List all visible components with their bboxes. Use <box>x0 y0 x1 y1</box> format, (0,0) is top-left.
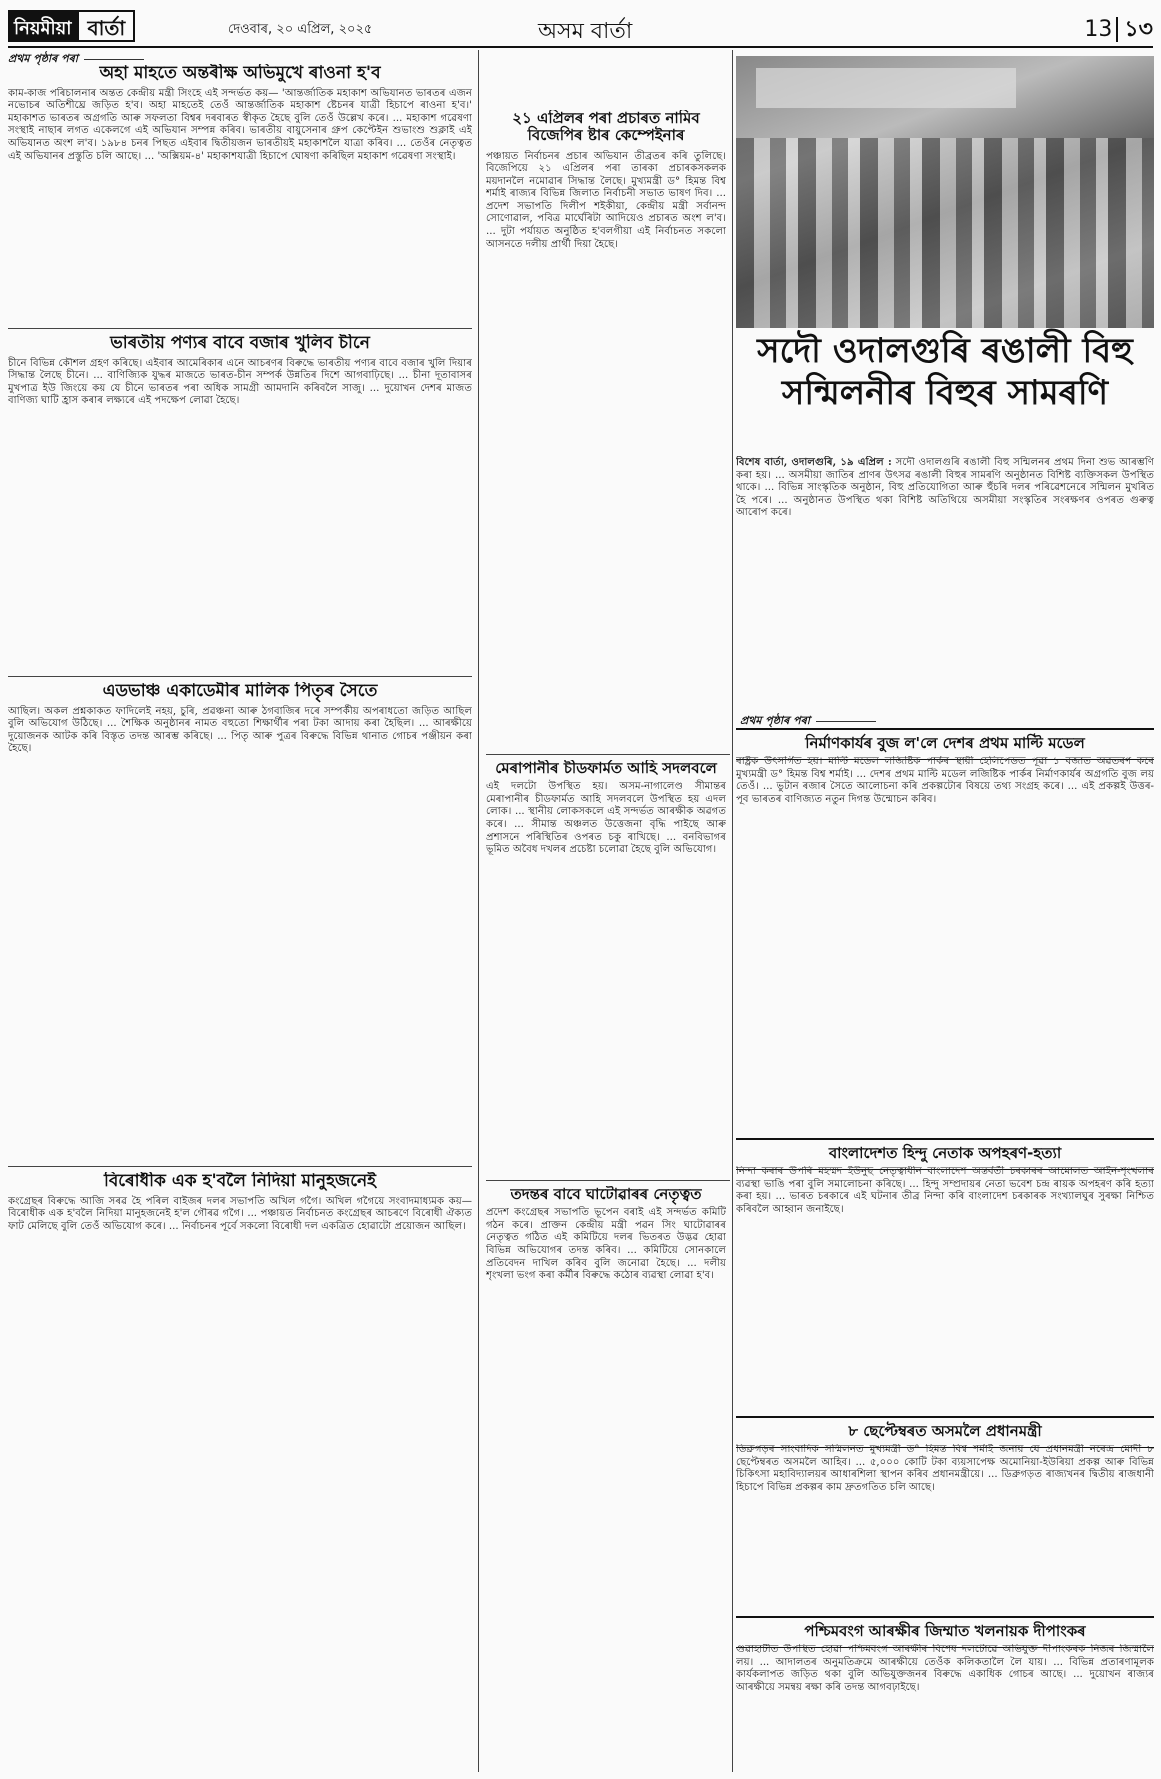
divider <box>486 1180 730 1181</box>
article-opposition <box>8 1172 472 1772</box>
body-bangladesh: নিন্দা কৰাৰ উপৰি মহম্মদ ইউনুছ নেতৃত্বাধীন বাংলাদেশ অন্তৰ্বৰ্তী চৰকাৰৰ আমোলত আইন-শৃংখলাৰ ব্যৱস্থা ভাঙি পৰা বুলি সমালোচনা কৰিছে। ... হিন্দু সম্প্ৰদায়ৰ নেতা ভবেশ চন্দ্ৰ ৰায়ক অপহৰণ কৰি হত্যা কৰা হয়। ... ভাৰত চৰকাৰে এই ঘটনাৰ তীব্ৰ নিন্দা কৰি বাংলাদেশ চৰকাৰক সংখ্যালঘুৰ সুৰক্ষা নিশ্চিত কৰিবলৈ আহ্বান জনাইছে। <box>736 1166 1154 1215</box>
headline-ghatowar: তদন্তৰ বাবে ঘাটোৱাৰৰ নেতৃত্বত <box>510 1186 702 1203</box>
logo-part-1: নিয়মীয়া <box>8 10 77 42</box>
page-number-latin: 13 <box>1084 17 1113 42</box>
newspaper-logo <box>8 10 135 42</box>
article-academy <box>8 682 472 1162</box>
headline-rongali: সদৌ ওদালগুৰি ৰঙালী বিহু সন্মিলনীৰ বিহুৰ সামৰণি <box>757 331 1133 413</box>
page-number-assamese: ১৩ <box>1116 17 1153 42</box>
headline-academy: এডভাঞ্চ একাডেমীৰ মালিক পিতৃৰ সৈতে <box>102 682 378 701</box>
article-rongali <box>736 456 1154 706</box>
continued-label-right: প্ৰথম পৃষ্ঠাৰ পৰা <box>740 712 876 731</box>
article-bangladesh <box>736 1166 1154 1412</box>
article-seed <box>486 760 726 1180</box>
bihu-event-photo <box>736 56 1154 328</box>
headline-model: নিৰ্মাণকাৰ্যৰ বুজ ল'লে দেশৰ প্ৰথম মাল্টি মডেল <box>736 728 1154 760</box>
continued-label: প্ৰথম পৃষ্ঠাৰ পৰা <box>8 50 144 69</box>
body-bengal: গুৱাহাটীত উপস্থিত হোৱা পশ্চিমবংগ আৰক্ষীৰ বিশেষ দলটোৱে অভিযুক্ত দীপাংকৰক নিজৰ জিম্মালৈ লয়। ... আদালতৰ অনুমতিক্ৰমে আৰক্ষীয়ে তেওঁক কলিকতালৈ লৈ যায়। ... বিভিন্ন প্ৰতাৰণামূলক কাৰ্যকলাপত জড়িত থকা বুলি অভিযুক্তজনৰ বিৰুদ্ধে একাধিক গোচৰ আছে। ... দুয়োখন ৰাজ্যৰ আৰক্ষীয়ে সমন্বয় ৰক্ষা কৰি তদন্ত আগবঢ়াইছে। <box>736 1644 1154 1693</box>
body-seed: এই দলটো উপস্থিত হয়। অসম-নাগালেণ্ড সীমান্তৰ মেৰাপানীৰ চীডফাৰ্মত আহি সদলবলে উপস্থিত হয় এদল লোক। ... স্থানীয় লোকসকলে এই সন্দৰ্ভত আৰক্ষীক অৱগত কৰে। ... সীমান্ত অঞ্চলত উত্তেজনা বৃদ্ধি পাইছে আৰু প্ৰশাসনে পৰিস্থিতিৰ ওপৰত চকু ৰাখিছে। ... বনবিভাগৰ ভূমিত অবৈধ দখলৰ প্ৰচেষ্টা চলোৱা হৈছে বুলি অভিযোগ। <box>486 781 726 856</box>
body-ghatowar: প্ৰদেশ কংগ্ৰেছৰ সভাপতি ভূপেন বৰাই এই সন্দৰ্ভত কমিটি গঠন কৰে। প্ৰাক্তন কেন্দ্ৰীয় মন্ত্ৰী পৱন সিং ঘাটোৱাৰৰ নেতৃত্বত গঠিত এই কমিটিয়ে দলৰ ভিতৰত উদ্ভৱ হোৱা বিভিন্ন অভিযোগৰ তদন্ত কৰিব। ... কমিটিয়ে সোনকালে প্ৰতিবেদন দাখিল কৰিব বুলি জনোৱা হৈছে। ... দলীয় শৃংখলা ভংগ কৰা কৰ্মীৰ বিৰুদ্ধে কঠোৰ ব্যৱস্থা লোৱা হ'ব। <box>486 1207 726 1282</box>
body-bjp: পঞ্চায়ত নিৰ্বাচনৰ প্ৰচাৰ অভিযান তীব্ৰতৰ কৰি তুলিছে। বিজেপিয়ে ২১ এপ্ৰিলৰ পৰা তাৰকা প্ৰচাৰকসকলক ময়দানলৈ নমোৱাৰ সিদ্ধান্ত লৈছে। মুখ্যমন্ত্ৰী ড° হিমন্ত বিশ্ব শৰ্মাই ৰাজ্যৰ বিভিন্ন জিলাত নিৰ্বাচনী সভাত ভাষণ দিব। ... প্ৰদেশ সভাপতি দিলীপ শইকীয়া, কেন্দ্ৰীয় মন্ত্ৰী সৰ্বানন্দ সোণোৱাল, পবিত্ৰ মাৰ্ঘেৰিটা আদিয়েও প্ৰচাৰত অংশ ল'ব। ... দুটা পৰ্যায়ত অনুষ্ঠিত হ'বলগীয়া এই নিৰ্বাচনত সকলো আসনতে দলীয় প্ৰাৰ্থী দিয়া হৈছে। <box>486 150 726 250</box>
divider <box>8 328 472 329</box>
headline-seed: মেৰাপানীৰ চীডফাৰ্মত আহি সদলবলে <box>495 760 717 777</box>
article-rongali-headline-block <box>736 330 1154 450</box>
article-bjp <box>486 110 726 750</box>
body-opposition: কংগ্ৰেছৰ বিৰুদ্ধে আজি সৰৱ হৈ পৰিল বাইজৰ দলৰ সভাপতি অখিল গগৈ। অখিল গগৈয়ে সংবাদমাধ্যমক কয়— বিৰোধীক এক হ'বলৈ নিদিয়া মানুহজনেই হ'ল গৌৰৱ গগৈ। ... পঞ্চায়ত নিৰ্বাচনত কংগ্ৰেছৰ আচৰণে বিৰোধী ঐক্যত ফাট মেলিছে বুলি তেওঁ অভিযোগ কৰে। ... নিৰ্বাচনৰ পূৰ্বে সকলো বিৰোধী দল একত্ৰিত হোৱাটো প্ৰয়োজন আছিল। <box>8 1195 472 1232</box>
body-rongali: সদৌ ওদালগুৰি ৰঙালী বিহু সন্মিলনৰ প্ৰথম দিনা শুভ আৰম্ভণি কৰা হয়। ... অসমীয়া জাতিৰ প্ৰাণৰ উৎসৱ ৰঙালী বিহুৰ সামৰণি অনুষ্ঠানত বিশিষ্ট ব্যক্তিসকল উপস্থিত থাকে। ... বিভিন্ন সাংস্কৃতিক অনুষ্ঠান, বিহু প্ৰতিযোগিতা আৰু হুঁচৰি দলৰ পৰিৱেশনেৰে সন্মিলন মুখৰিত হৈ পৰে। ... অনুষ্ঠানত উপস্থিত থকা বিশিষ্ট অতিথিয়ে অসমীয়া সংস্কৃতিৰ সংৰক্ষণৰ ওপৰত গুৰুত্ব আৰোপ কৰে। <box>736 457 1154 519</box>
headline-china: ভাৰতীয় পণ্যৰ বাবে বজাৰ খুলিব চীনে <box>110 334 370 353</box>
article-model <box>736 756 1154 1132</box>
body-china: চীনে বিভিন্ন কৌশল গ্ৰহণ কৰিছে। এইবাৰ আমেৰিকাৰ এনে আচৰণৰ বিৰুদ্ধে ভাৰতীয় পণ্যৰ বাবে বজাৰ খুলি দিয়াৰ সিদ্ধান্ত লৈছে চীনে। ... বাণিজ্যিক যুদ্ধৰ মাজতে ভাৰত-চীন সম্পৰ্ক উন্নতিৰ দিশে আগবাঢ়িছে। ... চীনা দূতাবাসৰ মুখপাত্ৰ ইউ জিংয়ে কয় যে চীনে ভাৰতৰ পৰা অধিক সামগ্ৰী আমদানি কৰিবলৈ সাজু। ... দুয়োখন দেশৰ মাজত বাণিজ্য ঘাটি হ্ৰাস কৰাৰ লক্ষ্যৰে এই পদক্ষেপ লোৱা হৈছে। <box>8 357 472 407</box>
article-space <box>8 64 472 324</box>
headline-bjp: ২১ এপ্ৰিলৰ পৰা প্ৰচাৰত নামিব বিজেপিৰ ষ্টাৰ কেম্পেইনাৰ <box>512 110 700 145</box>
divider <box>486 754 730 755</box>
body-model: ৰাষ্ট্ৰক উৎসৰ্গিত হয়। মাল্টি মডেল লজিষ্টিক পাৰ্কৰ স্থায়ী হেলিপেডত পূৱা ১ বজাত অৱতৰণ কৰে মুখ্যমন্ত্ৰী ড° হিমন্ত বিশ্ব শৰ্মাই। ... দেশৰ প্ৰথম মাল্টি মডেল লজিষ্টিক পাৰ্কৰ নিৰ্মাণকাৰ্যৰ অগ্ৰগতি বুজ লয় তেওঁ। ... ভুটান ৰজাৰ সৈতে আলোচনা কৰি প্ৰকল্পটোৰ বিষয়ে তথ্য সংগ্ৰহ কৰে। ... এই প্ৰকল্পই উত্তৰ-পূব ভাৰতৰ বাণিজ্যত নতুন দিগন্ত উন্মোচন কৰিব। <box>736 756 1154 805</box>
headline-bengal: পশ্চিমবংগ আৰক্ষীৰ জিম্মাত খলনায়ক দীপাংকৰ <box>736 1616 1154 1648</box>
masthead <box>8 6 1153 48</box>
headline-pm: ৮ ছেপ্টেম্বৰত অসমলৈ প্ৰধানমন্ত্ৰী <box>736 1416 1154 1448</box>
article-bengal <box>736 1644 1154 1772</box>
logo-part-2: বাৰ্তা <box>77 10 135 42</box>
body-rongali-wrap <box>736 456 1154 520</box>
section-title: অসম বাৰ্তা <box>538 19 633 44</box>
divider <box>8 676 472 677</box>
headline-bangladesh: বাংলাদেশত হিন্দু নেতাক অপহৰণ-হত্যা <box>736 1138 1154 1170</box>
headline-space: অহা মাহতে অন্তৰীক্ষ অভিমুখে ৰাওনা হ'ব <box>99 64 381 83</box>
body-pm: ডিব্ৰুগড়ৰ সাংবাদিক সন্মিলনত মুখ্যমন্ত্ৰী ড° হিমন্ত বিশ্ব শৰ্মাই জনায় যে প্ৰধানমন্ত্ৰী নৰেন্দ্ৰ মোদী ৮ ছেপ্টেম্বৰত অসমলৈ আহিব। ... ৫,০০০ কোটি টকা ব্যয়সাপেক্ষ অমোনিয়া-ইউৰিয়া প্ৰকল্প আৰু বিভিন্ন চিকিৎসা মহাবিদ্যালয়ৰ আধাৰশিলা স্থাপন কৰিব প্ৰধানমন্ত্ৰীয়ে। ... ডিব্ৰুগড়ত ৰাজ্যখনৰ দ্বিতীয় ৰাজধানী হিচাপে বিভিন্ন প্ৰকল্পৰ কাম দ্ৰুতগতিত চলি আছে। <box>736 1444 1154 1493</box>
article-ghatowar <box>486 1186 726 1772</box>
column-divider <box>478 50 479 1772</box>
issue-date: দেওবাৰ, ২০ এপ্ৰিল, ২০২৫ <box>228 22 373 37</box>
headline-opposition: বিৰোধীক এক হ'বলৈ নিদিয়া মানুহজনেই <box>103 1172 377 1191</box>
page-number <box>1084 12 1153 49</box>
body-academy: আছিল। অকল প্ৰশ্নকাকত ফাদিলেই নহয়, চুৰি, প্ৰৱঞ্চনা আৰু ঠগবাজিৰ দৰে সম্পৰ্কীয় অপৰাধতো জড়িত আছিল বুলি অভিযোগ উঠিছে। ... শৈক্ষিক অনুষ্ঠানৰ নামত বহুতো শিক্ষাৰ্থীৰ পৰা টকা আদায় কৰা হৈছিল। ... আৰক্ষীয়ে দুয়োজনক আটক কৰি বিস্তৃত তদন্ত আৰম্ভ কৰিছে। ... পিতৃ আৰু পুত্ৰৰ বিৰুদ্ধে বিভিন্ন থানাত গোচৰ পঞ্জীয়ন কৰা হৈছে। <box>8 705 472 755</box>
article-pm <box>736 1444 1154 1612</box>
article-china <box>8 334 472 624</box>
column-divider <box>732 50 733 1772</box>
body-space: কাম-কাজ পৰিচালনাৰ অন্তত কেন্দ্ৰীয় মন্ত্ৰী সিংহে এই সন্দৰ্ভত কয়— 'আন্তৰ্জাতিক মহাকাশ অভিযানত ভাৰতৰ এজন নভোচৰ অতিশীঘ্ৰে জড়িত হ'ব। অহা মাহতেই তেওঁ আন্তৰ্জাতিক মহাকাশ ষ্টেচনৰ যাত্ৰী হিচাপে ৰাওনা হ'ব।' মহাকাশত ভাৰতৰ অগ্ৰগতি আৰু সফলতা বিশ্বৰ দৰবাৰত স্বীকৃত হৈছে বুলি তেওঁ উল্লেখ কৰে। ... মহাকাশ গৱেষণা সংস্থাই নাছাৰ লগত একেলগে এই অভিযান সম্পন্ন কৰিব। ভাৰতীয় বায়ুসেনাৰ গ্ৰুপ কেপ্টেইন শুভাংশু শুক্লাই এই অভিযানত অংশ ল'ব। ১৯৮৪ চনৰ পিছত এইবাৰ দ্বিতীয়জন ভাৰতীয়ই মহাকাশলৈ যাত্ৰা কৰিব। ... তেওঁৰ নেতৃত্বত এই অভিযানৰ প্ৰস্তুতি চলি আছে। ... 'অক্সিয়ম-৪' মহাকাশযাত্ৰী হিচাপে ঘোষণা কৰিছিল মহাকাশ গৱেষণা সংস্থাই। <box>8 87 472 162</box>
divider <box>8 1166 472 1167</box>
byline-rongali: বিশেষ বাৰ্তা, ওদালগুৰি, ১৯ এপ্ৰিল : <box>736 456 892 468</box>
